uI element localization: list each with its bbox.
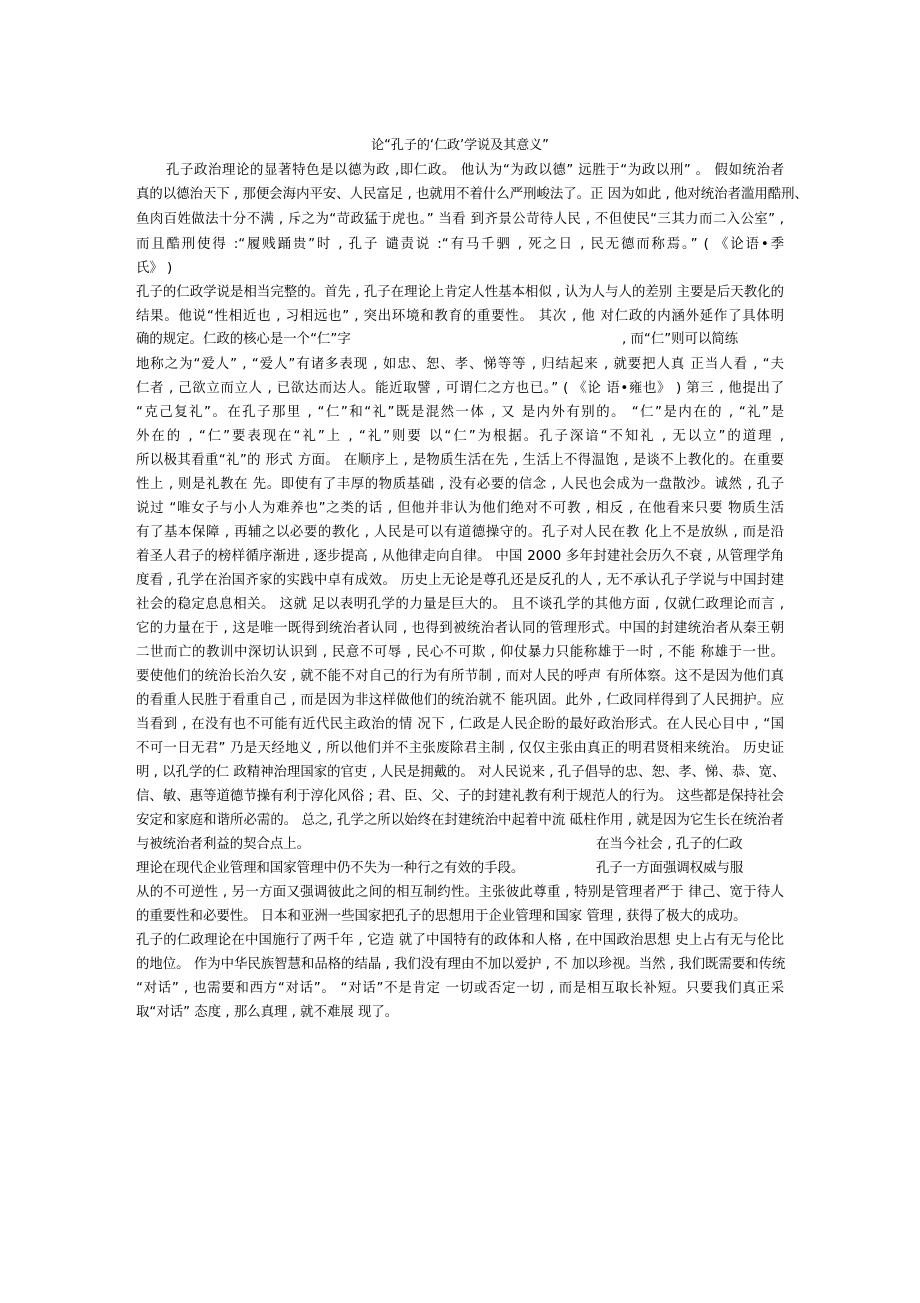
text-line: 着圣人君子的榜样循序渐进 , 逐步提高 , 从他律走向自律。 中国 2000 多年封建社会历久不衰 , 从管理学角 bbox=[136, 549, 784, 564]
text-line: 氏》 ) bbox=[136, 261, 173, 276]
text-line: 鱼肉百姓做法十分不满 , 斥之为“苛政猛于虎也。” 当看 到齐景公苛待人民 , 不但使民“三其力而二入公室” , bbox=[136, 212, 784, 227]
text-line: 取“对话” 态度 , 那么真理 , 就不难展 现了。 bbox=[136, 1005, 399, 1020]
text-line-segment: 孔子一方面强调权威与服 bbox=[596, 861, 744, 876]
text-line: 孔子的仁政学说是相当完整的。首先 , 孔子在理论上肯定人性基本相似 , 认为人与人的差别 主要是后天教化的 bbox=[136, 285, 784, 300]
text-line: 真的以德治天下 , 那便会海内平安、人民富足 , 也就用不着什么严刑峻法了。正 因为如此 , 他对统治者滥用酷刑、 bbox=[136, 187, 808, 202]
text-line: 的重要性和必要性。 日本和亚洲一些国家把孔子的思想用于企业管理和国家 管理 , 获得了极大的成功。 bbox=[136, 909, 747, 924]
text-line: 当看到 , 在没有也不可能有近代民主政治的情 况下 , 仁政是人民企盼的最好政治形式。在人民心目中 , “国 bbox=[136, 717, 784, 732]
text-line: 孔子的仁政理论在中国施行了两千年 , 它造 就了中国特有的政体和人格 , 在中国政治思想 史上占有无与伦比 bbox=[136, 933, 784, 948]
text-line: “克己复礼”。在孔子那里 , “仁”和“礼”既是混然一体 , 又 是内外有别的。 “仁”是内在的 , “礼”是 bbox=[136, 405, 784, 420]
document-title: 论“孔子的‘仁政’学说及其意义” bbox=[371, 138, 549, 153]
text-line: 从的不可逆性 , 另一方面又强调彼此之间的相互制约性。主张彼此尊重 , 特别是管理者严于 律己、宽于待人 bbox=[136, 885, 784, 900]
text-line-segment: 在当今社会 , 孔子的仁政 bbox=[596, 837, 743, 852]
text-line: 度看 , 孔学在治国齐家的实践中卓有成效。 历史上无论是尊孔还是反孔的人 , 无不承认孔子学说与中国封建 bbox=[136, 573, 784, 588]
text-line: 说过 “唯女子与小人为难养也”之类的话 , 但他并非认为他们绝对不可教 , 相反 , 在他看来只要 物质生活 bbox=[136, 501, 784, 516]
text-line: 仁者 , 己欲立而立人 , 已欲达而达人。能近取譬 , 可谓仁之方也已。” ( 《论 语•雍也》 ) 第三 , 他提出了 bbox=[136, 381, 784, 396]
text-line: 的地位。 作为中华民族智慧和品格的结晶 , 我们没有理由不加以爱护 , 不 加以珍视。当然 , 我们既需要和传统 bbox=[136, 957, 786, 972]
text-line: 信、敏、惠等道德节操有利于淳化风俗 ; 君、臣、父、子的封建礼教有利于规范人的行为。 这些都是保持社会 bbox=[136, 789, 784, 804]
text-line: 所以极其看重“礼”的 形式 方面。 在顺序上 , 是物质生活在先 , 生活上不得温饱 , 是谈不上教化的。在重要 bbox=[136, 453, 784, 468]
text-line: 不可一日无君” 乃是天经地义 , 所以他们并不主张废除君主制 , 仅仅主张由真正的明君贤相来统治。 历史证 bbox=[136, 741, 784, 756]
text-line: 的看重人民胜于看重自己 , 而是因为非这样做他们的统治就不 能巩固。此外 , 仁政同样得到了人民拥护。应 bbox=[136, 693, 784, 708]
text-line: 结果。他说“性相近也 , 习相远也” , 突出环境和教育的重要性。 其次 , 他 对仁政的内涵外延作了具体明 bbox=[136, 309, 784, 324]
text-line: 安定和家庭和谐所必需的。 总之, 孔学之所以始终在封建统治中起着中流 砥柱作用 , 就是因为它生长在统治者 bbox=[136, 813, 784, 828]
text-line: 孔子政治理论的显著特色是以德为政 ,即仁政。 他认为“为政以德” 远胜于“为政以刑” 。 假如统治者 bbox=[166, 163, 784, 178]
text-line-segment: 与被统治者利益的契合点上。 bbox=[136, 837, 311, 852]
text-line-segment: , 而“仁”则可以简练 bbox=[622, 332, 739, 347]
text-line: 有了基本保障 , 再辅之以必要的教化 , 人民是可以有道德操守的。孔子对人民在教 化上不是放纵 , 而是沿 bbox=[136, 525, 784, 540]
text-line: 地称之为“爱人” , “爱人”有诸多表现 , 如忠、恕、孝、悌等等 , 归结起来 , 就要把人真 正当人看 , “夫 bbox=[136, 357, 784, 372]
text-line-segment: 理论在现代企业管理和国家管理中仍不失为一种行之有效的手段。 bbox=[136, 861, 525, 876]
text-line-segment: 确的规定。仁政的核心是一个“仁”字 bbox=[136, 332, 351, 347]
text-line: 明 , 以孔学的仁 政精神治理国家的官吏 , 人民是拥戴的。 对人民说来 , 孔子倡导的忠、恕、孝、悌、恭、宽、 bbox=[136, 765, 786, 780]
text-line: 它的力量在于 , 这是唯一既得到统治者认同 , 也得到被统治者认同的管理形式。中国的封建统治者从秦王朝 bbox=[136, 621, 784, 636]
text-line: 性上 , 则是礼教在 先。即使有了丰厚的物质基础 , 没有必要的信念 , 人民也会成为一盘散沙。诚然 , 孔子 bbox=[136, 477, 784, 492]
text-line: 社会的稳定息息相关。 这就 足以表明孔学的力量是巨大的。 且不谈孔学的其他方面 , 仅就仁政理论而言 , bbox=[136, 597, 784, 612]
text-line: “对话” , 也需要和西方“对话”。 “对话”不是肯定 一切或否定一切 , 而是相互取长补短。只要我们真正采 bbox=[136, 981, 784, 996]
text-line: 二世而亡的教训中深切认识到 , 民意不可辱 , 民心不可欺 , 仰仗暴力只能称雄于一时 , 不能 称雄于一世。 bbox=[136, 645, 784, 660]
text-line: 而且酷刑使得 :“履贱踊贵”时 , 孔子 谴责说 :“有马千驷 , 死之日 , 民无德而称焉。” ( 《论语•季 bbox=[136, 237, 784, 252]
text-line: 外在的 , “仁”要表现在“礼”上 , “礼”则要 以“仁”为根据。孔子深谙“不知礼 , 无以立”的道理 , bbox=[136, 429, 784, 444]
text-line: 要使他们的统治长治久安 , 就不能不对自己的行为有所节制 , 而对人民的呼声 有所体察。这不是因为他们真 bbox=[136, 669, 784, 684]
